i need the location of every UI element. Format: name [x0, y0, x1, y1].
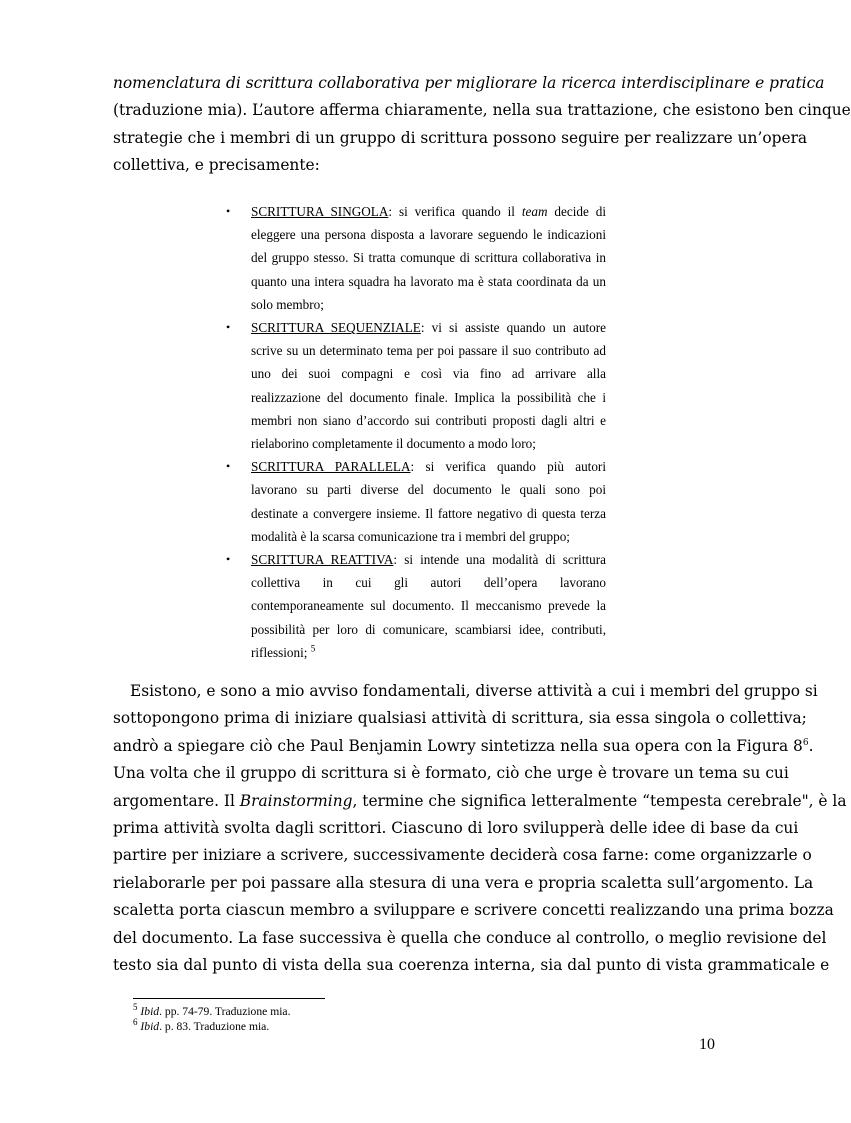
bullet-icon: •	[226, 204, 231, 218]
strategy-item-reattiva: • SCRITTURA REATTIVA: si intende una modalità di scrittura collettiva in cui gli autori dell’opera lavorano contemporaneamente sul documento. Il meccanismo prevede la possibilità per loro di comunicare, scambiarsi idee, contributi, riflessioni; $^5$	[224, 548, 606, 664]
intro-line-2: (traduzione mia). L’autore afferma chiaramente, nella sua trattazione, che esistono ben cinque	[113, 101, 851, 120]
intro-paragraph	[113, 70, 851, 180]
bullet-icon: •	[226, 552, 231, 567]
strategy-term: SCRITTURA SEQUENZIALE	[251, 320, 421, 336]
bullet-icon: •	[226, 459, 231, 474]
footnote-6: $^6$ Ibid. p. 83. Traduzione mia.	[133, 1017, 270, 1033]
footnote-divider	[133, 998, 325, 999]
footnote-ref-6[interactable]: 6	[802, 737, 809, 748]
strategy-term: SCRITTURA REATTIVA	[251, 552, 394, 568]
strategy-term: SCRITTURA PARALLELA	[251, 459, 411, 475]
footnote-5: $^5$ Ibid. pp. 74-79. Traduzione mia.	[133, 1002, 291, 1018]
body-paragraph: Esistono, e sono a mio avviso fondamentali, diverse attività a cui i membri del gruppo si sottopongono prima di iniziare qualsiasi attività di scrittura, sia essa singola o collettiva; andrò a spiegare ciò che Paul Benjamin Lowry sintetizza nella sua opera con la Figura $8^6$. Una volta che il gruppo di scrittura si è formato, ciò che urge è trovare un tema su cui argomentare. Il Brainstorming, termine che significa letteralmente “tempesta cerebrale", è la prima attività svolta dagli scrittori. Ciascuno di loro svilupperà delle idee di base da cui partire per iniziare a scrivere, successivamente deciderà cosa farne: come organizzarle o rielaborarle per poi passare alla stesura di una vera e propria scaletta sull’argomento. La scaletta porta ciascun membro a sviluppare e scrivere concetti realizzando una prima bozza del documento. La fase successiva è quella che conduce al controllo, o meglio revisione del testo sia dal punto di vista della sua coerenza interna, sia dal punto di vista grammaticale e	[113, 682, 847, 975]
strategy-list	[224, 200, 606, 664]
intro-line-1: nomenclatura di scrittura collaborativa per migliorare la ricerca interdisciplinare e pratica	[113, 74, 825, 92]
page-number: 10	[699, 1036, 715, 1053]
footnote-ref-5[interactable]: 5	[310, 643, 316, 654]
intro-line-4: collettiva, e precisamente:	[113, 156, 320, 175]
footnotes	[133, 1004, 290, 1034]
strategy-item-sequenziale: • SCRITTURA SEQUENZIALE: vi si assiste quando un autore scrive su un determinato tema per poi passare il suo contributo ad uno dei suoi compagni e così via fino ad arrivare alla realizzazione del documento finale. Implica la possibilità che i membri non siano d’accordo sui contributi proposti dagli altri e rielaborino completamente il documento a modo loro;	[224, 316, 606, 455]
strategy-item-parallela: • SCRITTURA PARALLELA: si verifica quando più autori lavorano su parti diverse del documento le quali sono poi destinate a convergere insieme. Il fattore negativo di questa terza modalità è la scarsa comunicazione tra i membri del gruppo;	[224, 455, 606, 548]
bullet-icon: •	[226, 320, 231, 335]
strategy-item-singola: • SCRITTURA SINGOLA: si verifica quando il team decide di eleggere una persona disposta a lavorare seguendo le indicazioni del gruppo stesso. Si tratta comunque di scrittura collaborativa in quanto una intera squadra ha lavorato ma è stata coordinata da un solo membro;	[224, 200, 606, 316]
intro-line-3: strategie che i membri di un gruppo di scrittura possono seguire per realizzare un’opera	[113, 128, 808, 147]
strategy-term: SCRITTURA SINGOLA	[251, 204, 389, 219]
